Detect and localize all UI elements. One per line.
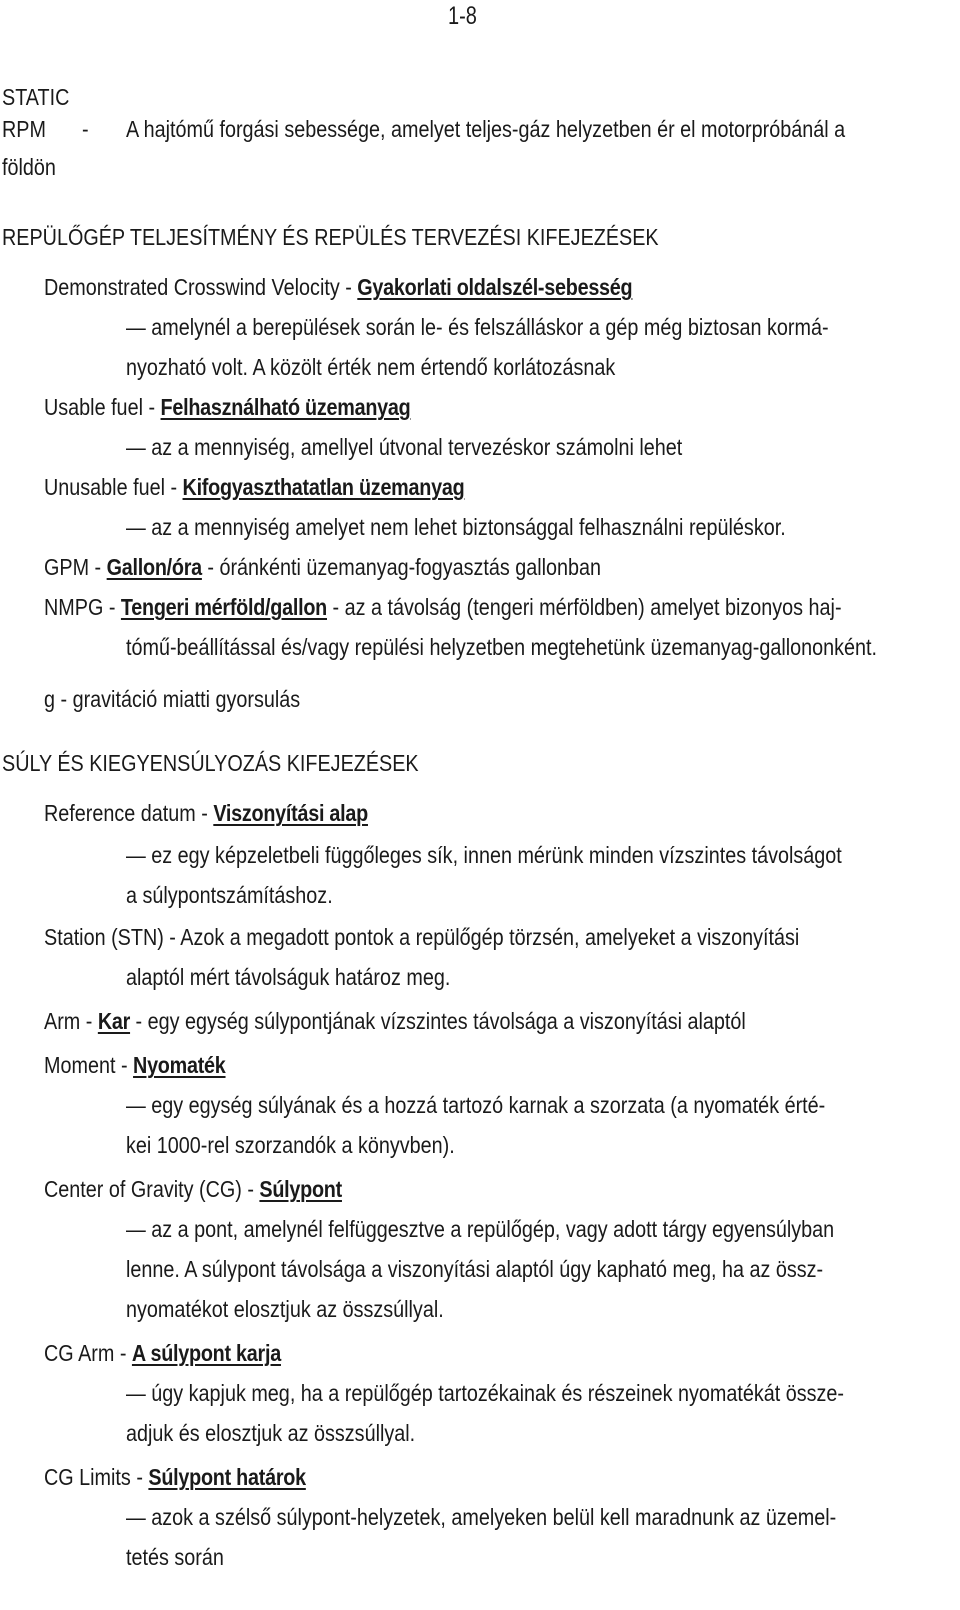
term-label: Moment -: [44, 1052, 134, 1078]
term-translation: Súlypont határok: [148, 1464, 306, 1490]
term-gpm: [44, 552, 601, 582]
definition-line: — úgy kapjuk meg, ha a repülőgép tartozékainak és részeinek nyomatékát össze-: [126, 1380, 844, 1406]
term-moment: [44, 1050, 226, 1080]
definition-line: tetés során: [126, 1544, 224, 1570]
term-usable-fuel: [44, 392, 410, 422]
term-unusable-fuel: [44, 472, 464, 502]
definition-line: — ez egy képzeletbeli függőleges sík, innen mérünk minden vízszintes távolságot: [126, 842, 842, 868]
term-label: GPM -: [44, 554, 107, 580]
definition-line: alaptól mért távolságuk határoz meg.: [126, 964, 451, 990]
term-rest: - egy egység súlypontjának vízszintes távolsága a viszonyítási alaptól: [130, 1008, 746, 1034]
term-label: CG Limits -: [44, 1464, 149, 1490]
term-center-of-gravity: [44, 1174, 342, 1204]
term-translation: Nyomaték: [133, 1052, 226, 1078]
definition-line: — amelynél a berepülések során le- és felszálláskor a gép még biztosan kormá-: [126, 314, 829, 340]
term-translation: Súlypont: [259, 1176, 342, 1202]
definition-line: adjuk és elosztjuk az összsúllyal.: [126, 1420, 416, 1446]
term-translation: A súlypont karja: [131, 1340, 281, 1366]
definition-line: a súlypontszámításhoz.: [126, 882, 333, 908]
term-station: Station (STN) - Azok a megadott pontok a repülőgép törzsén, amelyeket a viszonyítási: [44, 924, 800, 950]
term-translation: Kifogyaszthatatlan üzemanyag: [182, 474, 465, 500]
term-label: Arm -: [44, 1008, 98, 1034]
term-label: Usable fuel -: [44, 394, 161, 420]
definition-line: nyomatékot elosztjuk az összsúllyal.: [126, 1296, 444, 1322]
definition-line: lenne. A súlypont távolsága a viszonyítási alaptól úgy kapható meg, ha az össz-: [126, 1256, 824, 1282]
term-translation: Gyakorlati oldalszél-sebesség: [357, 274, 633, 300]
definition-line: nyozható volt. A közölt érték nem értendő korlátozásnak: [126, 354, 616, 380]
definition-line: kei 1000-rel szorzandók a könyvben).: [126, 1132, 455, 1158]
term-dash: -: [82, 116, 89, 142]
term-translation: Tengeri mérföld/gallon: [120, 594, 327, 620]
section-heading-performance: REPÜLŐGÉP TELJESÍTMÉNY ÉS REPÜLÉS TERVEZÉSI KIFEJEZÉSEK: [2, 224, 659, 250]
term-nmpg: [44, 592, 842, 622]
rpm-definition-line1: A hajtómű forgási sebessége, amelyet teljes-gáz helyzetben ér el motorpróbánál a: [126, 116, 846, 142]
term-rest: - óránkénti üzemanyag-fogyasztás gallonban: [201, 554, 602, 580]
definition-line: — azok a szélső súlypont-helyzetek, amelyeken belül kell maradnunk az üzemel-: [126, 1504, 837, 1530]
definition-line: — az a mennyiség amelyet nem lehet biztonsággal felhasználni repüléskor.: [126, 514, 786, 540]
term-arm: [44, 1006, 746, 1036]
page-number: 1-8: [448, 2, 477, 30]
definition-line: tómű-beállítással és/vagy repülési helyzetben megtehetünk üzemanyag-gallononként.: [126, 634, 877, 660]
term-cg-arm: [44, 1338, 281, 1368]
term-g: g - gravitáció miatti gyorsulás: [44, 686, 301, 712]
section-heading-weight: SÚLY ÉS KIEGYENSÚLYOZÁS KIFEJEZÉSEK: [2, 750, 419, 776]
term-reference-datum: [44, 798, 368, 828]
definition-line: — az a pont, amelynél felfüggesztve a repülőgép, vagy adott tárgy egyensúlyban: [126, 1216, 835, 1242]
term-translation: Viszonyítási alap: [213, 800, 368, 826]
definition-line: — az a mennyiség, amellyel útvonal tervezéskor számolni lehet: [126, 434, 683, 460]
term-translation: Gallon/óra: [106, 554, 202, 580]
term-label: Reference datum -: [44, 800, 214, 826]
term-label: Center of Gravity (CG) -: [44, 1176, 260, 1202]
term-label: CG Arm -: [44, 1340, 132, 1366]
term-translation: Kar: [97, 1008, 131, 1034]
definition-line: — egy egység súlyának és a hozzá tartozó karnak a szorzata (a nyomaték érté-: [126, 1092, 826, 1118]
term-translation: Felhasználható üzemanyag: [160, 394, 411, 420]
term-label: NMPG -: [44, 594, 121, 620]
term-cg-limits: [44, 1462, 306, 1492]
term-rpm: RPM: [2, 116, 46, 142]
term-demonstrated-crosswind: [44, 272, 632, 302]
section-heading-static: STATIC: [2, 84, 70, 110]
term-label: Unusable fuel -: [44, 474, 183, 500]
rpm-definition-line2: földön: [2, 154, 56, 180]
term-label: Demonstrated Crosswind Velocity -: [44, 274, 358, 300]
term-rest: - az a távolság (tengeri mérföldben) amelyet bizonyos haj-: [326, 594, 842, 620]
